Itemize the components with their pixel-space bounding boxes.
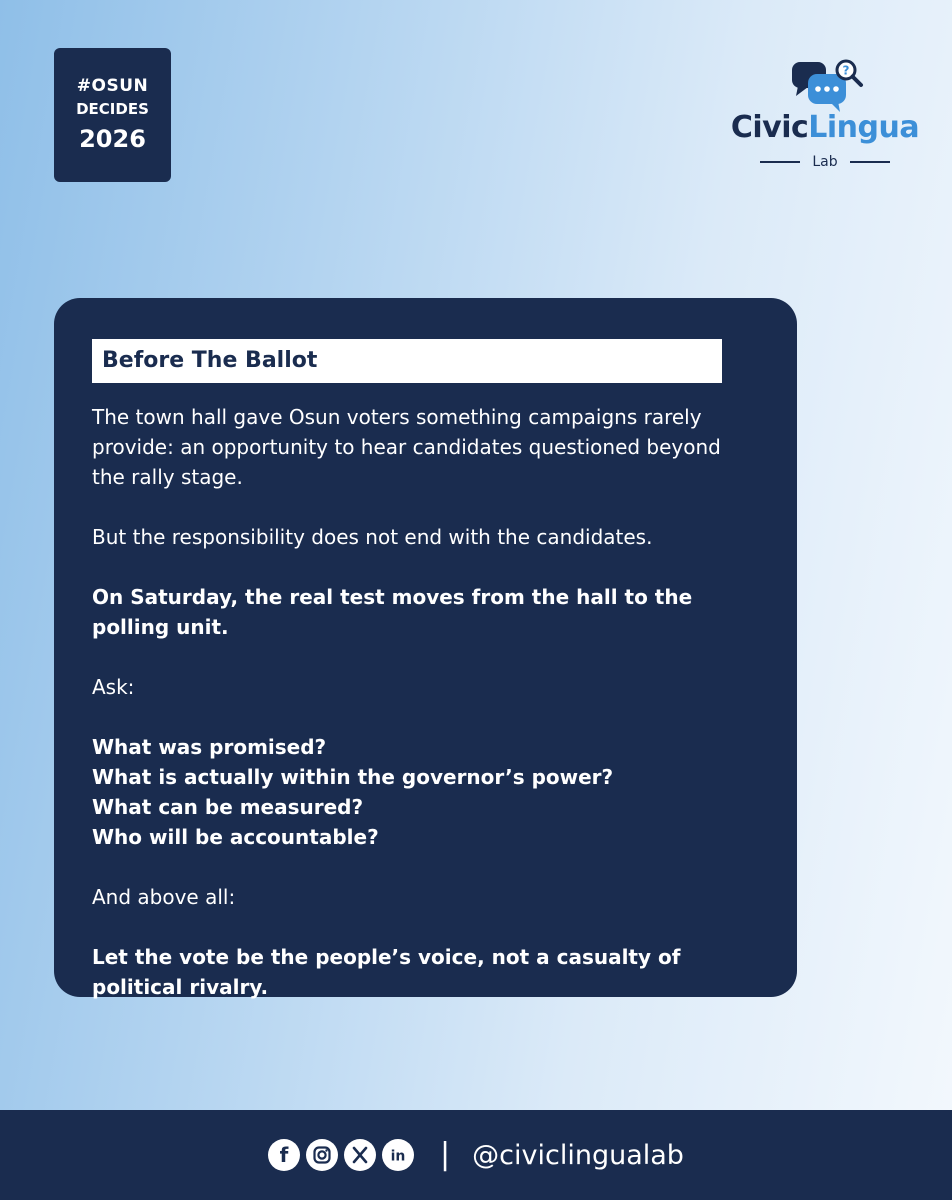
logo-title [730,110,920,145]
paragraph-responsibility: But the responsibility does not end with the candidates. [92,525,653,549]
badge-decides: DECIDES [76,100,149,118]
paragraph-saturday: On Saturday, the real test moves from the hall to the polling unit. [92,585,693,639]
question-item: What can be measured? [92,795,364,819]
logo-subtitle-rule-right [850,161,890,163]
question-list [92,732,752,852]
linkedin-icon[interactable] [382,1139,414,1171]
card-body [92,402,752,1032]
paragraph-closing: Let the vote be the people’s voice, not a casualty of political rivalry. [92,945,681,999]
facebook-icon[interactable] [268,1139,300,1171]
badge-hashtag: #OSUN [76,76,149,96]
footer-bar [0,1110,952,1200]
osun-decides-badge [54,48,171,182]
logo-subtitle-text: Lab [812,154,838,170]
question-item: What was promised? [92,735,327,759]
question-item: What is actually within the governor’s power? [92,765,614,789]
footer-divider: | [440,1137,451,1172]
badge-year: 2026 [79,125,146,153]
chat-bubbles-magnifier-icon [790,56,868,116]
logo-title-civic: Civic [730,110,809,145]
content-card [54,298,797,997]
paragraph-above-all: And above all: [92,885,236,909]
civiclingua-logo [730,56,920,171]
paragraph-intro: The town hall gave Osun voters something campaigns rarely provide: an opportunity to hear candidates questioned beyond the rally stage. [92,405,721,489]
logo-subtitle-rule-left [760,161,800,163]
instagram-icon[interactable] [306,1139,338,1171]
social-handle[interactable]: @civiclingualab [472,1139,684,1171]
svg-text:in: in [390,1148,406,1165]
social-icons [268,1139,414,1171]
card-title: Before The Ballot [92,339,722,383]
logo-title-lingua: Lingua [808,110,920,145]
logo-subtitle [730,152,920,172]
paragraph-ask: Ask: [92,675,135,699]
question-item: Who will be accountable? [92,825,379,849]
x-icon[interactable] [344,1139,376,1171]
svg-text:f: f [279,1143,289,1167]
svg-text:?: ? [842,63,850,78]
